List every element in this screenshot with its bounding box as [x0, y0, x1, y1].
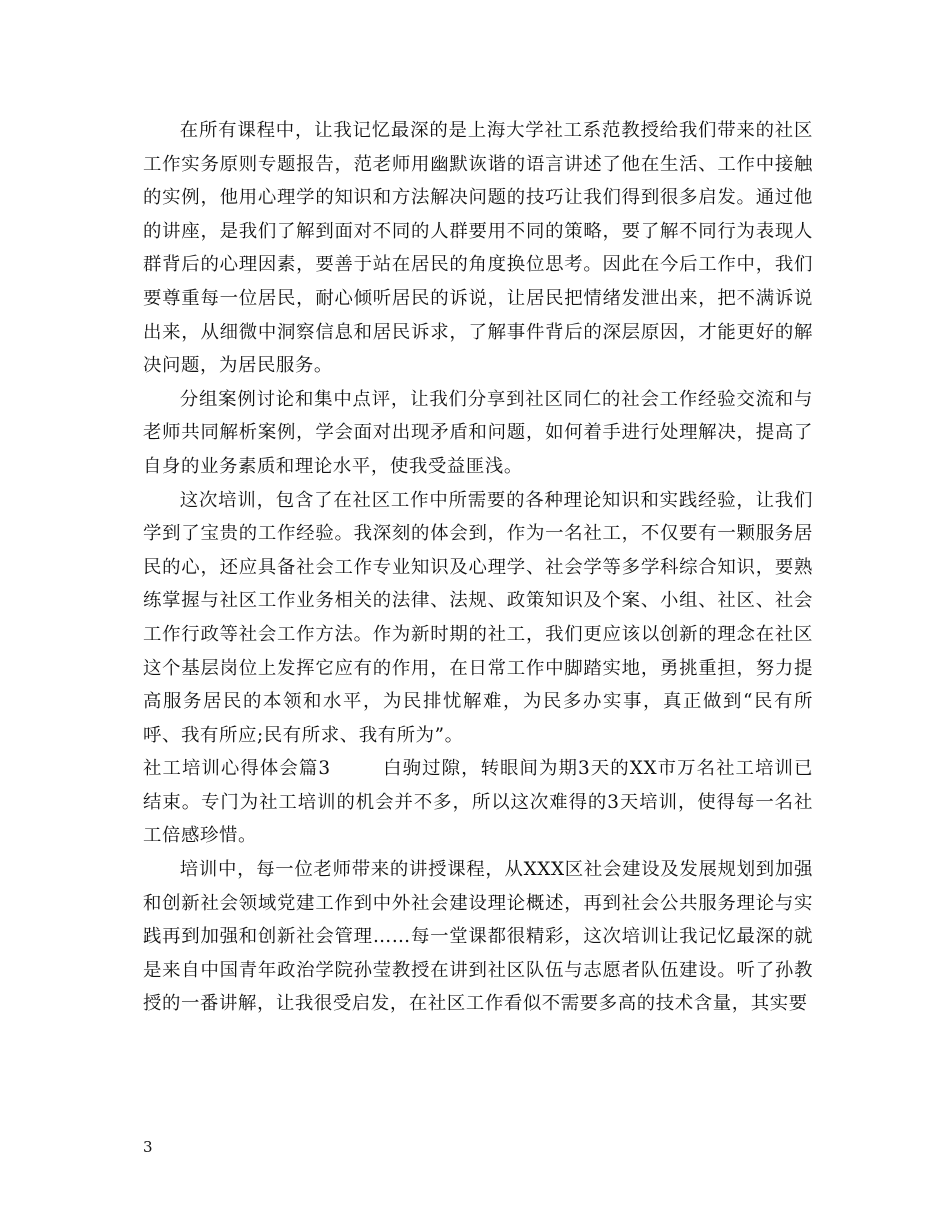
document-body: [143, 114, 813, 1021]
section-intro: 白驹过隙，转眼间为期3天的XX市万名社工培训已结束。专门为社工培训的机会并不多，所以这次难得的3天培训，使得每一名社工倍感珍惜。: [143, 758, 813, 847]
section-heading: 社工培训心得体会篇3: [143, 758, 331, 780]
paragraph-3: 这次培训，包含了在社区工作中所需要的各种理论知识和实践经验，让我们学到了宝贵的工作经验。我深刻的体会到，作为一名社工，不仅要有一颗服务居民的心，还应具备社会工作专业知识及心理学、社会学等多学科综合知识，要熟练掌握与社区工作业务相关的法律、法规、政策知识及个案、小组、社区、社会工作行政等社会工作方法。作为新时期的社工，我们更应该以创新的理念在社区这个基层岗位上发挥它应有的作用，在日常工作中脚踏实地，勇挑重担，努力提高服务居民的本领和水平，为民排忧解难，为民多办实事，真正做到“民有所呼、我有所应;民有所求、我有所为”。: [143, 489, 813, 746]
section-paragraph: [143, 752, 813, 853]
paragraph-1: 在所有课程中，让我记忆最深的是上海大学社工系范教授给我们带来的社区工作实务原则专题报告，范老师用幽默诙谐的语言讲述了他在生活、工作中接触的实例，他用心理学的知识和方法解决问题的技巧让我们得到很多启发。通过他的讲座，是我们了解到面对不同的人群要用不同的策略，要了解不同行为表现人群背后的心理因素，要善于站在居民的角度换位思考。因此在今后工作中，我们要尊重每一位居民，耐心倾听居民的诉说，让居民把情绪发泄出来，把不满诉说出来，从细微中洞察信息和居民诉求，了解事件背后的深层原因，才能更好的解决问题，为居民服务。: [143, 120, 813, 377]
paragraph-5: 培训中，每一位老师带来的讲授课程，从XXX区社会建设及发展规划到加强和创新社会领域党建工作到中外社会建设理论概述，再到社会公共服务理论与实践再到加强和创新社会管理……每一堂课都很精彩，这次培训让我记忆最深的就是来自中国青年政治学院孙莹教授在讲到社区队伍与志愿者队伍建设。听了孙教授的一番讲解，让我很受启发，在社区工作看似不需要多高的技术含量，其实要: [143, 859, 813, 1015]
page-number: 3: [143, 1138, 153, 1156]
paragraph-2: 分组案例讨论和集中点评，让我们分享到社区同仁的社会工作经验交流和与老师共同解析案例，学会面对出现矛盾和问题，如何着手进行处理解决，提高了自身的业务素质和理论水平，使我受益匪浅。: [143, 388, 813, 477]
